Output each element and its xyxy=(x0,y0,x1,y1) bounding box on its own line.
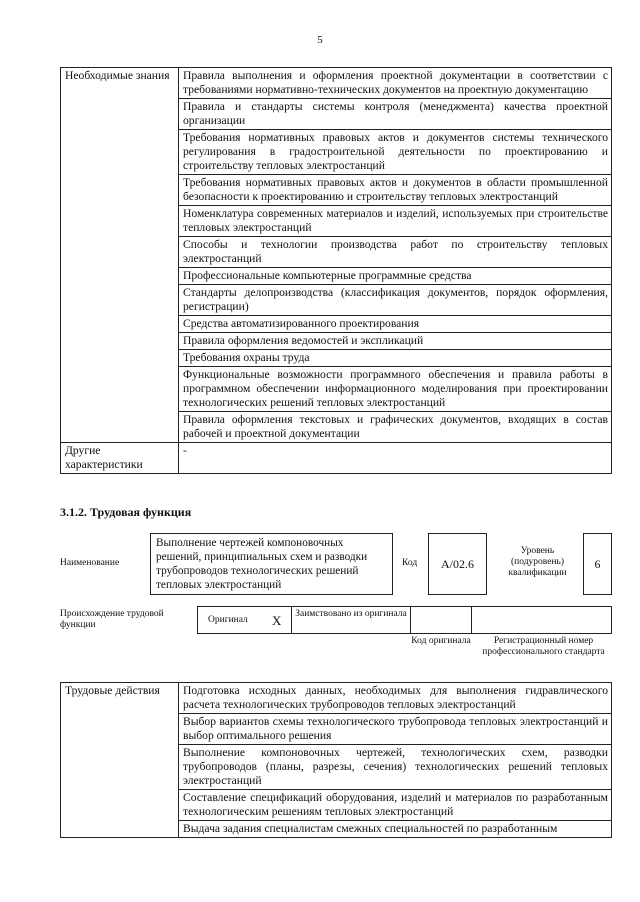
original-cell xyxy=(197,606,292,634)
knowledge-item: Требования нормативных правовых актов и документов в области промышленной безопасности к проектированию и строительству тепловых электростанций xyxy=(179,175,612,206)
original-mark: X xyxy=(272,613,282,628)
knowledge-item: Профессиональные компьютерные программные средства xyxy=(179,268,612,285)
action-item: Составление спецификаций оборудования, изделий и материалов по разработанным технологическим решениям тепловых электростанций xyxy=(179,790,612,821)
table-row xyxy=(61,683,612,714)
action-item: Выдача задания специалистам смежных специальностей по разработанным xyxy=(179,821,612,838)
knowledge-item: Правила оформления текстовых и графических документов, входящих в состав рабочей и проектной документации xyxy=(179,412,612,443)
section-title: 3.1.2. Трудовая функция xyxy=(60,505,192,519)
knowledge-item: Требования охраны труда xyxy=(179,350,612,367)
borrowed-cell xyxy=(291,606,411,634)
registration-number-cell xyxy=(471,606,612,634)
knowledge-label: Необходимые знания xyxy=(61,68,179,443)
action-item: Выбор вариантов схемы технологического трубопровода тепловых электростанций и выбор оптимального решения xyxy=(179,714,612,745)
knowledge-item: Номенклатура современных материалов и изделий, используемых при строительстве тепловых электростанций xyxy=(179,206,612,237)
function-name-box xyxy=(150,533,393,595)
knowledge-item: Способы и технологии производства работ по строительству тепловых электростанций xyxy=(179,237,612,268)
code-value-box xyxy=(428,533,487,595)
function-name-value: Выполнение чертежей компоновочных решений, принципиальных схем и разводки трубопроводов технологических решений тепловых электростанций xyxy=(156,537,368,591)
table-row xyxy=(61,68,612,99)
knowledge-item: Функциональные возможности программного обеспечения и правила работы в программном обеспечении информационного моделирования при проектировании технологических решений тепловых электростанций xyxy=(179,367,612,412)
level-value-box xyxy=(583,533,612,595)
code-caption: Код оригинала xyxy=(411,636,471,646)
action-item: Выполнение компоновочных чертежей, технологических схем, разводки трубопроводов (планы, разрезы, сечения) технологических решений тепловых электростанций xyxy=(179,745,612,790)
code-label: Код xyxy=(402,558,418,568)
name-label: Наименование xyxy=(60,558,120,568)
borrowed-label: Заимствовано из оригинала xyxy=(295,609,407,619)
level-label: Уровень (подуровень) квалификации xyxy=(508,546,567,578)
level-value: 6 xyxy=(594,557,601,571)
other-characteristics-label: Другие характеристики xyxy=(61,443,179,474)
knowledge-table xyxy=(60,67,612,474)
original-code-cell xyxy=(410,606,472,634)
knowledge-item: Правила оформления ведомостей и экспликаций xyxy=(179,333,612,350)
knowledge-item: Требования нормативных правовых актов и документов системы технического регулирования в градостроительной деятельности по проектированию и строительству тепловых электростанций xyxy=(179,130,612,175)
other-characteristics-value: - xyxy=(179,443,612,474)
registration-caption: Регистрационный номер профессионального стандарта xyxy=(482,636,605,657)
knowledge-item: Правила выполнения и оформления проектной документации в соответствии с требованиями нормативно-технических документов на проектную документацию xyxy=(179,68,612,99)
page-number: 5 xyxy=(317,34,323,46)
code-value: А/02.6 xyxy=(441,557,474,571)
action-item: Подготовка исходных данных, необходимых для выполнения гидравлического расчета технологических трубопроводов тепловых электростанций xyxy=(179,683,612,714)
original-label: Оригинал xyxy=(208,615,248,625)
actions-label: Трудовые действия xyxy=(61,683,179,838)
knowledge-item: Правила и стандарты системы контроля (менеджмента) качества проектной организации xyxy=(179,99,612,130)
knowledge-item: Средства автоматизированного проектирования xyxy=(179,316,612,333)
origin-label: Происхождение трудовой функции xyxy=(60,609,164,630)
table-row xyxy=(61,443,612,474)
actions-table xyxy=(60,682,612,838)
knowledge-item: Стандарты делопроизводства (классификация документов, порядок оформления, регистрации) xyxy=(179,285,612,316)
